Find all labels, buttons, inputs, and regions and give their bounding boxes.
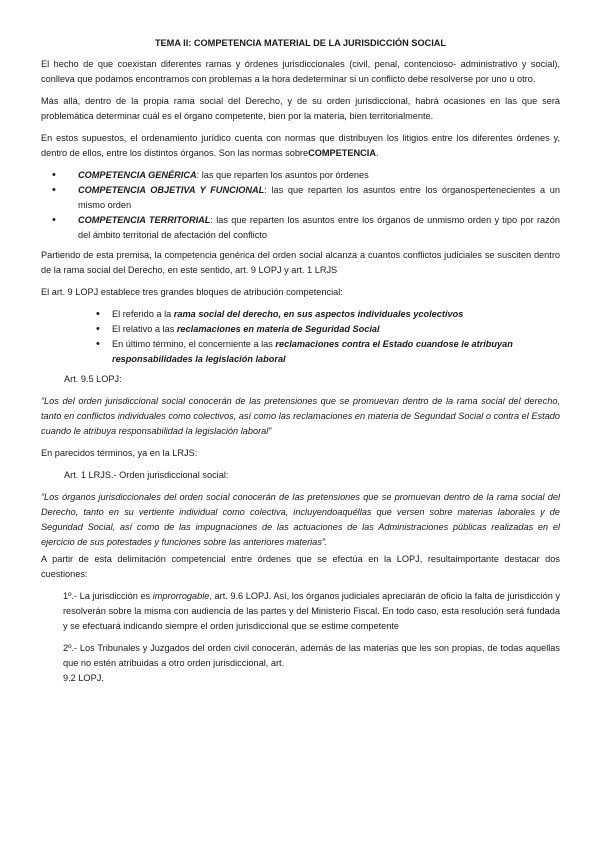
list-item-text: El relativo a las [112, 324, 177, 334]
cuestion-1-rest: , art. 9.6 LOPJ. Así, los órganos judiciales apreciarán de oficio la falta de jurisdicción y resolverán sobre la misma con audiencia de las partes y del Ministerio Fiscal. En todo caso, esta resolución será fundada y se efectuará indicando siempre el orden jurisdiccional que se estime competente [63, 591, 561, 631]
list-item-emphasis: reclamaciones contra el Estado cuandose le atribuyan responsabilidades la legislación laboral [112, 339, 513, 364]
paragraph-end: . [376, 148, 379, 158]
list-item-label: COMPETENCIA OBJETIVA Y FUNCIONAL [78, 185, 265, 195]
art1-quote: “Los órganos jurisdiccionales del orden social conocerán de las pretensiones que se promuevan dentro de la rama social del Derecho, tanto en su vertiente individual como colectiva, incluyendoaquéllas que versen sobre materias laborales y de Seguridad Social, así como de las impugnaciones de las actuaciones de las Administraciones públicas realizadas en el ejercicio de sus potestades y funciones sobre las anteriores materias”. [41, 492, 560, 547]
paragraph-intro: El hecho de que coexistan diferentes ramas y órdenes jurisdiccionales (civil, penal, contencioso- administrativo y social), conlleva que podamos encontrarnos con problemas a la hora dedeterminar si un conflicto debe resolverse por uno u otro. [41, 59, 560, 84]
paragraph-lrjs: En parecidos términos, ya en la LRJS: [41, 448, 198, 458]
list-item [41, 183, 560, 213]
list-item [41, 307, 560, 322]
cuestion-1 [41, 589, 560, 634]
list-item-emphasis: reclamaciones en materia de Seguridad Social [176, 324, 380, 334]
art95-quote: “Los del orden jurisdiccional social conocerán de las pretensiones que se promuevan dentro de la rama social del derecho, tanto en conflictos individuales como colectivos, así como las reclamaciones en materia de Seguridad Social o contra el Estado cuando le atribuya responsabilidad la legislación laboral” [41, 396, 560, 436]
list-item [41, 168, 560, 183]
list-item [41, 322, 560, 337]
cuestion-2-ref: 9.2 LOPJ. [63, 673, 104, 683]
list-item-label: COMPETENCIA TERRITORIAL [78, 215, 211, 225]
list-item-text: : las que reparten los asuntos entre los órganos de unmismo orden y tipo por razón del ámbito territorial de afectación del conflicto [78, 215, 560, 240]
bloques-list [41, 307, 560, 367]
paragraph-bloques-intro: El art. 9 LOPJ establece tres grandes bloques de atribución competencial: [41, 287, 343, 297]
art95-heading: Art. 9.5 LOPJ: [64, 374, 122, 384]
paragraph-competencia [41, 131, 560, 161]
competencia-bold: COMPETENCIA [308, 148, 376, 158]
art1-heading: Art. 1 LRJS.- Orden jurisdiccional social: [64, 470, 229, 480]
list-item [41, 213, 560, 243]
list-item-label: COMPETENCIA GENÉRICA [78, 170, 197, 180]
cuestion-1-emphasis: improrrogable [152, 591, 210, 601]
list-item-text: : las que reparten los asuntos entre los órganospertenecientes a un mismo orden [78, 185, 560, 210]
document-page [41, 36, 560, 686]
cuestion-1-text: 1º.- La jurisdicción es [63, 591, 153, 601]
paragraph-text: En estos supuestos, el ordenamiento jurídico cuenta con normas que distribuyen los litigios entre los diferentes órdenes y, dentro de ellos, entre los distintos órganos. Son las normas sobre [41, 133, 560, 158]
paragraph-premisa: Partiendo de esta premisa, la competencia genérica del orden social alcanza a cuantos conflictos judiciales se susciten dentro de la rama social del Derecho, en este sentido, art. 9 LOPJ y art. 1 LRJS [41, 250, 560, 275]
paragraph-problem: Más allá, dentro de la propia rama social del Derecho, y de su orden jurisdiccional, habrá ocasiones en las que será problemática determinar cuál es el órgano competente, bien por la materia, bien territorialmente. [41, 96, 560, 121]
list-item-text: En último término, el concerniente a las [112, 339, 276, 349]
list-item-emphasis: rama social del derecho, en sus aspectos individuales ycolectivos [173, 309, 464, 319]
cuestion-2 [41, 641, 560, 686]
list-item-text: : las que reparten los asuntos por órdenes [196, 170, 369, 180]
competencias-list [41, 168, 560, 243]
paragraph-cuestiones: A partir de esta delimitación competencial entre órdenes que se efectúa en la LOPJ, resultaimportante destacar dos cuestiones: [41, 554, 560, 579]
list-item [41, 337, 560, 367]
document-title: TEMA II: COMPETENCIA MATERIAL DE LA JURISDICCIÓN SOCIAL [154, 38, 447, 48]
list-item-text: El referido a la [112, 309, 174, 319]
cuestion-2-text: 2º.- Los Tribunales y Juzgados del orden civil conocerán, además de las materias que les son propias, de todas aquellas que no estén atribuidas a otro orden jurisdiccional, art. [63, 643, 560, 668]
